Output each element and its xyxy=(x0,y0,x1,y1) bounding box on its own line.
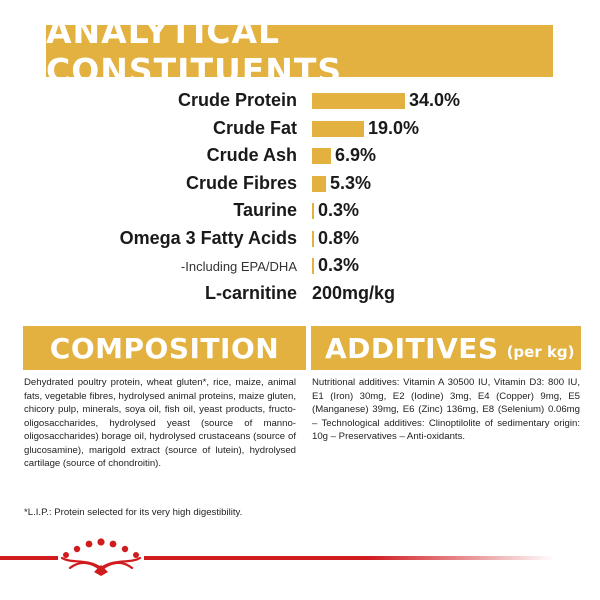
constituent-bar xyxy=(312,231,314,247)
constituent-label: Crude Fibres xyxy=(185,172,297,193)
constituent-label: Crude Fat xyxy=(212,117,297,138)
constituent-row xyxy=(0,253,600,281)
constituent-bar xyxy=(312,93,405,109)
constituent-bar xyxy=(312,203,314,219)
footer-red-line-left xyxy=(0,556,58,560)
footer-red-line-right xyxy=(144,556,554,560)
constituent-row xyxy=(0,226,600,254)
constituent-label: Crude Ash xyxy=(206,145,297,165)
constituent-row xyxy=(0,116,600,144)
constituent-row xyxy=(0,88,600,116)
constituent-value: 6.9% xyxy=(335,145,377,165)
analytical-constituents-banner xyxy=(46,12,553,90)
constituent-value: 200mg/kg xyxy=(312,282,396,303)
additives-text: Nutritional additives: Vitamin A 30500 IU, Vitamin D3: 800 IU, E1 (Iron) 30mg, E2 (Iodine) 3mg, E4 (Copper) 9mg, E5 (Manganese) 39mg, E6 (Zinc) 136mg, E8 (Selenium) 0.06mg – Technological additives: Clinoptilolite of sedimentary origin: 10g – Preservatives – Anti-oxidants. xyxy=(312,377,580,442)
additives-banner xyxy=(311,326,581,370)
additives-title: ADDITIVES xyxy=(325,331,499,365)
composition-text: Dehydrated poultry protein, wheat gluten*, rice, maize, animal fats, vegetable fibres, hydrolysed animal proteins, maize gluten, chicory pulp, minerals, soya oil, fish oil, yeast products, fructo-oligosaccharides, hydrolysed yeast (source of manno-oligosaccharides) borage oil, hydrolysed crustaceans (source of glucosamine), marigold extract (source of lutein), hydrolysed cartilage (source of chondroitin). xyxy=(24,377,296,469)
constituent-bar xyxy=(312,176,326,192)
additives-subtitle: (per kg) xyxy=(506,343,575,361)
composition-banner xyxy=(23,326,306,370)
constituent-value: 0.3% xyxy=(318,255,360,275)
constituent-value: 0.8% xyxy=(318,227,360,248)
constituent-row xyxy=(0,171,600,199)
constituent-bar xyxy=(312,121,364,137)
constituent-label: Taurine xyxy=(233,200,297,220)
constituent-row xyxy=(0,143,600,171)
constituent-value: 5.3% xyxy=(330,172,372,193)
constituent-label: Omega 3 Fatty Acids xyxy=(119,227,297,248)
constituent-label: -Including EPA/DHA xyxy=(180,259,297,274)
constituent-bar xyxy=(312,148,331,164)
constituent-row xyxy=(0,281,600,309)
crown-logo-icon xyxy=(58,538,144,578)
constituent-label: L-carnitine xyxy=(204,282,297,303)
constituent-value: 34.0% xyxy=(409,90,461,110)
constituent-value: 19.0% xyxy=(368,117,420,138)
constituents-list xyxy=(0,88,600,308)
composition-note: *L.I.P.: Protein selected for its very high digestibility. xyxy=(24,507,243,518)
composition-title: COMPOSITION xyxy=(49,331,280,365)
analytical-constituents-title: ANALYTICAL CONSTITUENTS xyxy=(46,12,343,90)
constituent-label: Crude Protein xyxy=(177,90,297,110)
constituent-value: 0.3% xyxy=(318,200,360,220)
constituent-row xyxy=(0,198,600,226)
constituent-bar xyxy=(312,258,314,274)
